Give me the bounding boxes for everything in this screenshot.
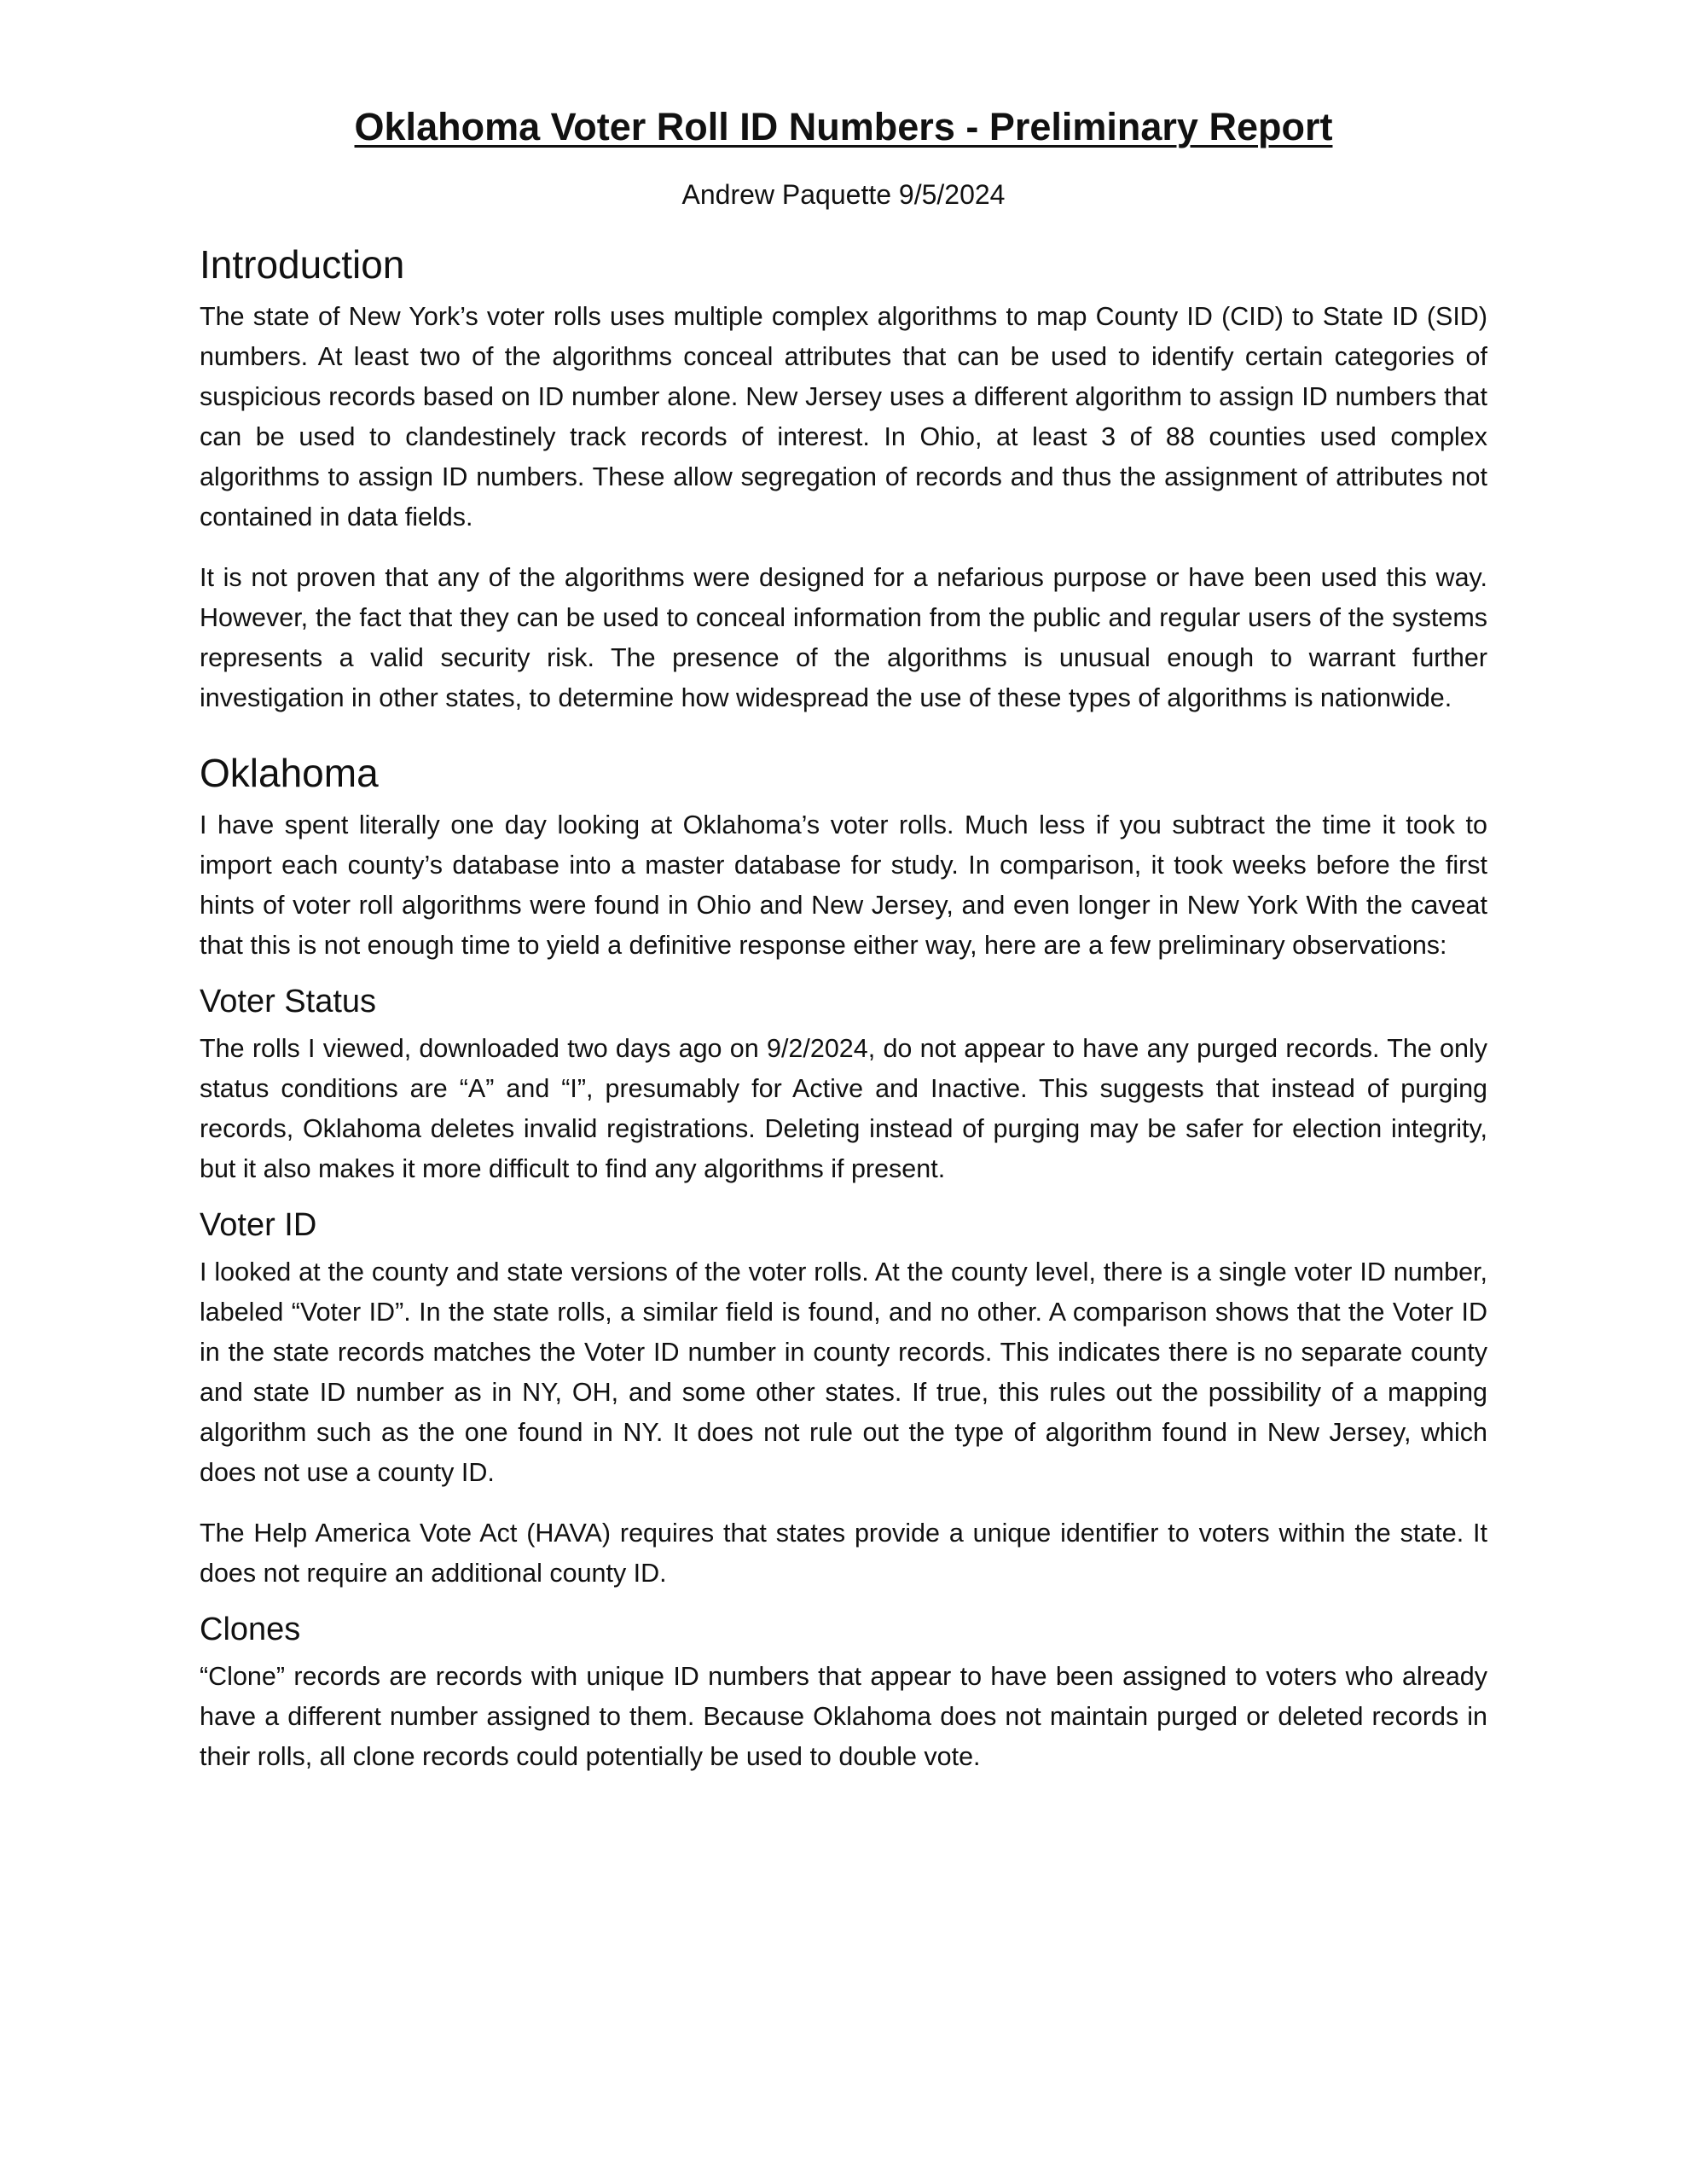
voter-status-paragraph: The rolls I viewed, downloaded two days ago on 9/2/2024, do not appear to have any purged records. The only status conditions are “A” and “I”, presumably for Active and Inactive. This suggests that instead of purging records, Oklahoma deletes invalid registrations. Deleting instead of purging may be safer for election integrity, but it also makes it more difficult to find any algorithms if present. xyxy=(200,1034,1487,1183)
document-title: Oklahoma Voter Roll ID Numbers - Preliminary Report xyxy=(354,105,1333,148)
document-page xyxy=(200,94,1487,1777)
introduction-section xyxy=(200,232,1487,718)
voter-id-subsection xyxy=(200,1198,1487,1594)
oklahoma-paragraph: I have spent literally one day looking at Oklahoma’s voter rolls. Much less if you subtract the time it took to import each county’s database into a master database for study. In comparison, it took weeks before the first hints of voter roll algorithms were found in Ohio and New Jersey, and even longer in New York With the caveat that this is not enough time to yield a definitive response either way, here are a few preliminary observations: xyxy=(200,810,1487,960)
introduction-heading: Introduction xyxy=(200,242,405,287)
voter-id-paragraph: I looked at the county and state versions of the voter rolls. At the county level, there is a single voter ID number, labeled “Voter ID”. In the state rolls, a similar field is found, and no other. A comparison shows that the Voter ID in the state records matches the Voter ID number in county records. This indicates there is no separate county and state ID number as in NY, OH, and some other states. If true, this rules out the possibility of a mapping algorithm such as the one found in NY. It does not rule out the type of algorithm found in New Jersey, which does not use a county ID. xyxy=(200,1258,1487,1487)
voter-status-heading: Voter Status xyxy=(200,984,377,1019)
voter-status-subsection xyxy=(200,974,1487,1189)
author-date-byline: Andrew Paquette 9/5/2024 xyxy=(681,179,1006,210)
clones-subsection xyxy=(200,1602,1487,1777)
introduction-paragraph: The state of New York’s voter rolls uses multiple complex algorithms to map County ID (CID) to State ID (SID) numbers. At least two of the algorithms conceal attributes that can be used to identify certain categories of suspicious records based on ID number alone. New Jersey uses a different algorithm to assign ID numbers that can be used to clandestinely track records of interest. In Ohio, at least 3 of 88 counties used complex algorithms to assign ID numbers. These allow segregation of records and thus the assignment of attributes not contained in data fields. xyxy=(200,302,1487,531)
clones-paragraph: “Clone” records are records with unique ID numbers that appear to have been assigned to voters who already have a different number assigned to them. Because Oklahoma does not maintain purged or deleted records in their rolls, all clone records could potentially be used to double vote. xyxy=(200,1662,1487,1771)
introduction-paragraph: It is not proven that any of the algorithms were designed for a nefarious purpose or have been used this way. However, the fact that they can be used to conceal information from the public and regular users of the systems represents a valid security risk. The presence of the algorithms is unusual enough to warrant further investigation in other states, to determine how widespread the use of these types of algorithms is nationwide. xyxy=(200,563,1487,712)
voter-id-heading: Voter ID xyxy=(200,1207,317,1243)
oklahoma-section xyxy=(200,741,1487,1777)
clones-heading: Clones xyxy=(200,1612,301,1647)
voter-id-paragraph: The Help America Vote Act (HAVA) requires that states provide a unique identifier to voters within the state. It does not require an additional county ID. xyxy=(200,1519,1487,1588)
oklahoma-heading: Oklahoma xyxy=(200,751,379,795)
